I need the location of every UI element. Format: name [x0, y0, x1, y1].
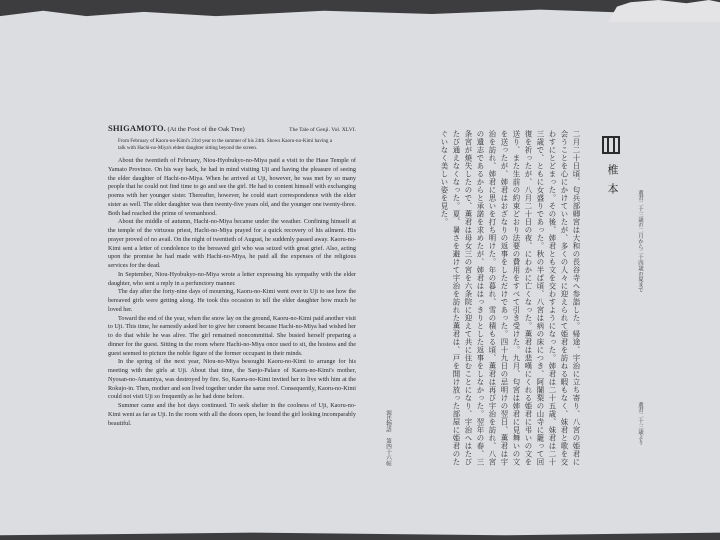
series-volume: The Tale of Genji. Vol. XLVI. [289, 127, 356, 133]
english-paragraph: Toward the end of the year, when the snow lay on the ground, Kaoru-no-Kimi paid another visit to Uji. This time, he earnestly asked her to give her consent because Hachi-no-Miya had wished her to do that while he was alive. The girl remained noncommittal. She busied herself preparing a dinner for the guest. Sitting in the room where Hachi-no-Miya once used to sit, the hostess and the guest seemed to picture the noble figure of the former occupant in their minds. [108, 314, 356, 357]
english-title: SHIGAMOTO. [108, 123, 166, 133]
english-paragraph: Summer came and the hot days continued. To seek shelter in the coolness of Uji, Kaoru-no-Kimi went as far as Uji. In the room with all the doors open, he found the girl looking incomparably beautiful. [108, 402, 356, 427]
paper-tab [608, 0, 720, 22]
english-title-row [108, 124, 356, 136]
english-text-block [108, 124, 356, 428]
english-subtitle: (At the Foot of the Oak Tree) [167, 126, 245, 133]
japanese-note: 薫君二十三歳の二月から二十四歳の夏まで [637, 190, 643, 293]
japanese-title: 椎本 [606, 164, 619, 202]
japanese-credit: 源氏物語 第四十六帖 [385, 410, 391, 466]
english-paragraph: In September, Niou-Hyobukyo-no-Miya wrote a letter expressing his sympathy with the elder daughter, who sent a reply in a perfunctory manner. [108, 270, 356, 287]
english-paragraph: The day after the forty-nine days of mourning, Kaoru-no-Kimi went over to Uji to see how the bereaved girls were getting along. He took this occasion to tell the elder daughter how much he loved her. [108, 288, 356, 313]
english-paragraph: In the spring of the next year, Niou-no-Miya besought Kaoru-no-Kimi to arrange for his meeting with the girls at Uji. About that time, the Sanjo-Palace of Kaoru-no-Kimi's mother, Nyosan-no-Amamiya, was destroyed by fire. So, Kaoru-no-Kimi invited her to live with him at the Rokujo-in. Then, mother and son lived together under the same roof. Consequently, Kaoru-no-Kimi could not visit Uji so frequently as he had done before. [108, 358, 356, 401]
english-summary: From February of Kaoru-no-Kimi's 23rd year to the summer of his 24th. Shows Kaoru-no-Kimi having a talk with Hachi-no-Miya's eldest daughter sitting beyond the screen. [118, 138, 332, 151]
japanese-date-note: 薫君二十三歳より [637, 402, 643, 446]
japanese-body-text: 二月二十日頃、匂兵部卿宮は大和の長谷寺へ参詣した。帰途、宇治に立ち寄り、八宮の姫君に会うことを心にかけていたが、多くの人々に迎えられて姫君を訪ねる暇もなく、妹君と歌を交わすにとどまった。その後、姉君とも文を交わすようになった。姉君は二十五歳、妹君は二十三歳で、ともに女盛りであった。秋の半ば頃、八宮は病の床につき、阿闍梨の山寺に籠って回復を祈ったが、八月二十日の夜、にわかに亡くなった。薫君は悲嘆にくれる姫君に弔いの文を送り、また生前の約束どおり法要の費用をすべて引き受けた。九月、匂宮は姉君に見舞いの文を送ったが、姉君はおざなりの返事をしただけであった。四十九日の忌明けの翌日、薫君は宇治を訪れ、姉君に思いを打ち明けた。年の暮れ、雪の積もる頃、薫君は再び宇治を訪れ、八宮の遺志であるからと承諾を求めたが、姉君ははっきりとした返事をしなかった。翌年の春、三条宮が焼失したので、薫君は母女三の宮を六条院に迎えて共に住むことになり、宇治へはたびたび通えなくなった。夏、暑さを避けて宇治を訪れた薫君は、戸を開け放った部屋に姫君のたぐいなく美しい姿を見た。 [440, 130, 581, 466]
english-paragraph: About the twentieth of February, Niou-Hyobukyo-no-Miya paid a visit to the Hase Temple of Yamato Province. On his way back, he had in mind visiting Uji and having the pleasure of seeing the elder daughter of Hachi-no-Miya. When he arrived at Uji, however, he was met by so many people that he could not find time to go and see the girl. He had to content himself with exchanging poems with her younger sister. Thereafter, however, he could start correspondence with the elder sister as well. The elder daughter was then twenty-five years old, and the younger one twenty-three. Both had reached the prime of womanhood. [108, 157, 356, 217]
english-paragraph: About the middle of autumn, Hachi-no-Miya became under the weather. Confining himself at the temple of the virtuous priest, Hachi-no-Miya prayed for a quick recovery of his ailment. His prayer proved of no avail. On the night of twentieth of August, he suddenly passed away. Kaoru-no-Kimi sent a letter of condolence to the bereaved girl who was seized with great grief. Also, acting upon the promise he had made with Hachi-no-Miya, he paid all the expenses of the religious services for the dead. [108, 218, 356, 270]
genji-crest-icon [602, 136, 620, 154]
